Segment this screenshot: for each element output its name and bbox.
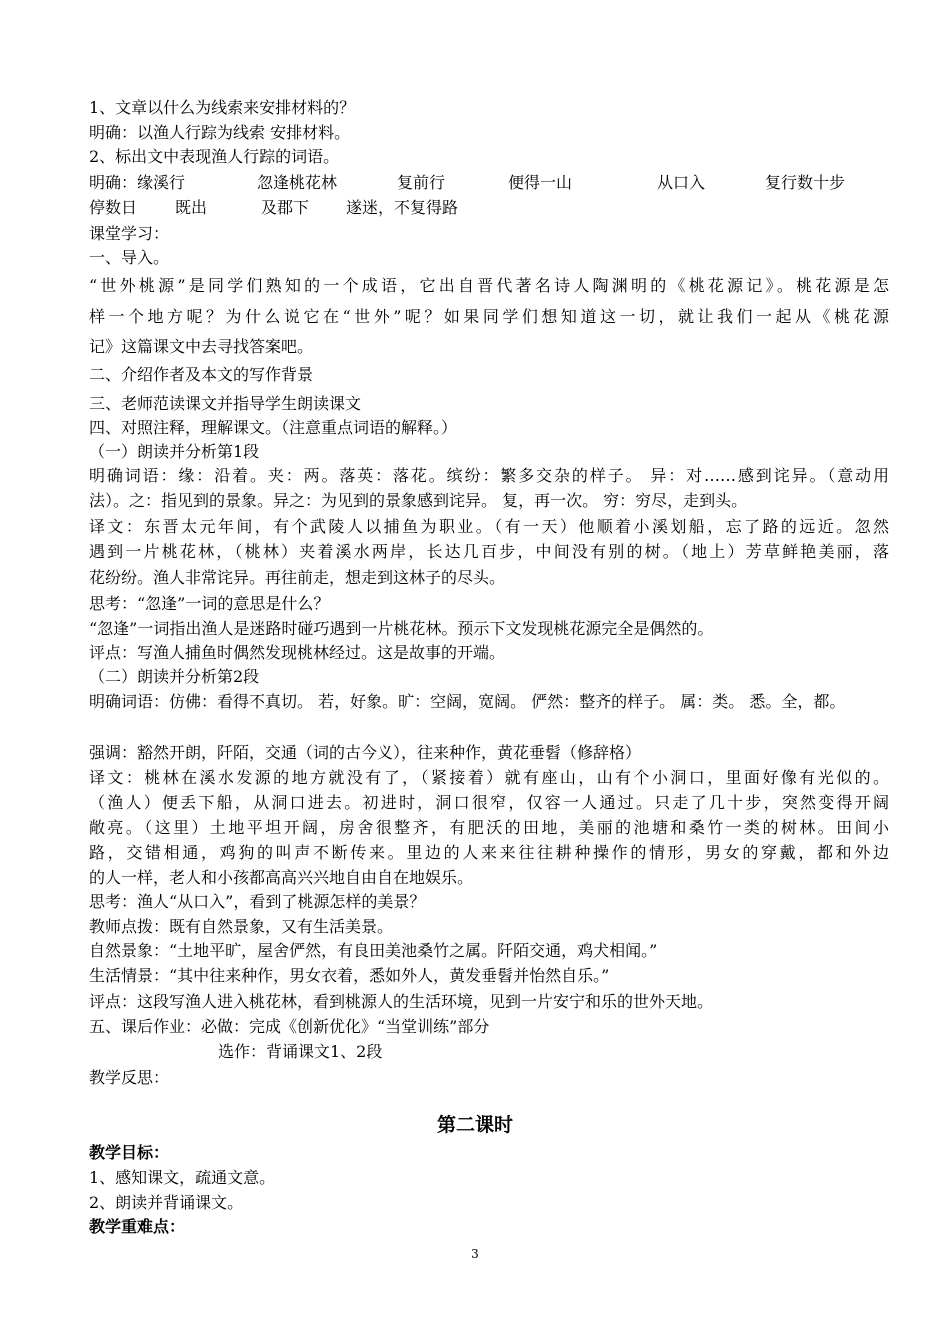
comment-line: 评点：写渔人捕鱼时偶然发现桃林经过。这是故事的开端。	[89, 643, 506, 662]
paragraph-line: 的人一样，老人和小孩都高高兴兴地自由自在地娱乐。	[89, 868, 474, 887]
trail-word: 停数日	[89, 198, 138, 217]
trail-word: 既出	[175, 198, 208, 217]
trail-words-row-2	[89, 197, 458, 219]
trail-word: 遂迷，不复得路	[346, 198, 459, 217]
trail-word: 从口入	[657, 173, 706, 192]
paragraph-line: 明确词语：仿佛：看得不真切。 若，好象。旷：空阔，宽阔。 俨然：整齐的样子。 属：类。 悉。全，都。	[89, 692, 846, 711]
question-line: 思考：“忽逢”一词的意思是什么？	[89, 594, 330, 613]
goal-item: 1、感知课文，疏通文意。	[89, 1168, 276, 1187]
paragraph-line: 教师点拨：既有自然景象，又有生活美景。	[89, 917, 394, 936]
paragraph-line: 遇到一片桃花林，（桃林）夹着溪水两岸，长达几百步，中间没有别的树。（地上）芳草鲜艳美丽，落	[89, 542, 889, 561]
paragraph-line: 译文：东晋太元年间，有个武陵人以捕鱼为职业。（有一天）他顺着小溪划船，忘了路的远近。忽然	[89, 517, 889, 536]
answer-1: 明确：以渔人行踪为线索 安排材料。	[89, 123, 351, 142]
subsection-heading: （一）朗读并分析第1段	[89, 442, 260, 461]
paragraph-line: 花纷纷。渔人非常诧异。再往前走，想走到这林子的尽头。	[89, 568, 506, 587]
step-heading: 二、介绍作者及本文的写作背景	[89, 365, 314, 384]
emphasis-line: 强调：豁然开朗，阡陌，交通（词的古今义），往来种作，黄花垂髫（修辞格）	[89, 743, 642, 762]
reflection-label: 教学反思：	[89, 1068, 170, 1087]
paragraph-line: 记》这篇课文中去寻找答案吧。	[89, 337, 314, 356]
section-label: 课堂学习：	[89, 224, 170, 243]
homework-line: 五、课后作业：必做：完成《创新优化》“当堂训练”部分	[89, 1017, 490, 1036]
comment-line: 评点：这段写渔人进入桃花林，看到桃源人的生活环境，见到一片安宁和乐的世外天地。	[89, 992, 714, 1011]
question-line: 思考：渔人“从口入”，看到了桃源怎样的美景？	[89, 892, 426, 911]
trail-word: 忽逢桃花林	[257, 173, 338, 192]
step-heading: 三、老师范读课文并指导学生朗读课文	[89, 394, 362, 413]
trail-word: 复前行	[397, 173, 446, 192]
step-heading: 一、导入。	[89, 248, 170, 267]
section-title: 第二课时	[436, 1114, 513, 1136]
paragraph-line: 敞亮。（这里）土地平坦开阔，房舍很整齐，有肥沃的田地，美丽的池塘和桑竹一类的树林。田间小	[89, 818, 889, 837]
paragraph-line: “世外桃源”是同学们熟知的一个成语，它出自晋代著名诗人陶渊明的《桃花源记》。桃花源是怎	[89, 276, 889, 295]
trail-word: 复行数十步	[765, 173, 846, 192]
paragraph-line: 明确词语：缘：沿着。夹：两。落英：落花。缤纷：繁多交杂的样子。 异：对……感到诧异。（意动用	[89, 466, 889, 485]
paragraph-line: 生活情景：“其中往来种作，男女衣着，悉如外人，黄发垂髫并怡然自乐。”	[89, 966, 610, 985]
page-number: 3	[471, 1247, 479, 1261]
question-2: 2、标出文中表现渔人行踪的词语。	[89, 147, 340, 166]
question-1: 1、文章以什么为线索来安排材料的？	[89, 98, 356, 117]
trail-words-row-1	[89, 172, 845, 194]
paragraph-line: 样一个地方呢？为什么说它在“世外”呢？如果同学们想知道这一切，就让我们一起从《桃花源	[89, 307, 889, 326]
trail-word: 便得一山	[508, 173, 573, 192]
paragraph-line: （渔人）便丢下船，从洞口进去。初进时，洞口很窄，仅容一人通过。只走了几十步，突然变得开阔	[89, 793, 889, 812]
paragraph-line: 法）。之：指见到的景象。异之：为见到的景象感到诧异。 复，再一次。 穷：穷尽，走到头。	[89, 491, 748, 510]
goals-heading: 教学目标：	[89, 1143, 170, 1162]
homework-optional-line: 选作：背诵课文1、2段	[218, 1042, 383, 1061]
trail-word: 明确：缘溪行	[89, 173, 186, 192]
step-heading: 四、对照注释，理解课文。（注意重点词语的解释。）	[89, 418, 458, 437]
subsection-heading: （二）朗读并分析第2段	[89, 667, 260, 686]
trail-word: 及郡下	[261, 198, 310, 217]
paragraph-line: 路，交错相通，鸡狗的叫声不断传来。里边的人来来往往耕种操作的情形，男女的穿戴，都和外边	[89, 843, 889, 862]
goal-item: 2、朗读并背诵课文。	[89, 1193, 244, 1212]
paragraph-line: 译文：桃林在溪水发源的地方就没有了，（紧接着）就有座山，山有个小洞口，里面好像有光似的。	[89, 768, 889, 787]
key-points-heading: 教学重难点：	[89, 1217, 186, 1236]
paragraph-line: 自然景象：“土地平旷，屋舍俨然，有良田美池桑竹之属。阡陌交通，鸡犬相闻。”	[89, 941, 658, 960]
paragraph-line: “忽逢”一词指出渔人是迷路时碰巧遇到一片桃花林。预示下文发现桃花源完全是偶然的。	[89, 619, 714, 638]
